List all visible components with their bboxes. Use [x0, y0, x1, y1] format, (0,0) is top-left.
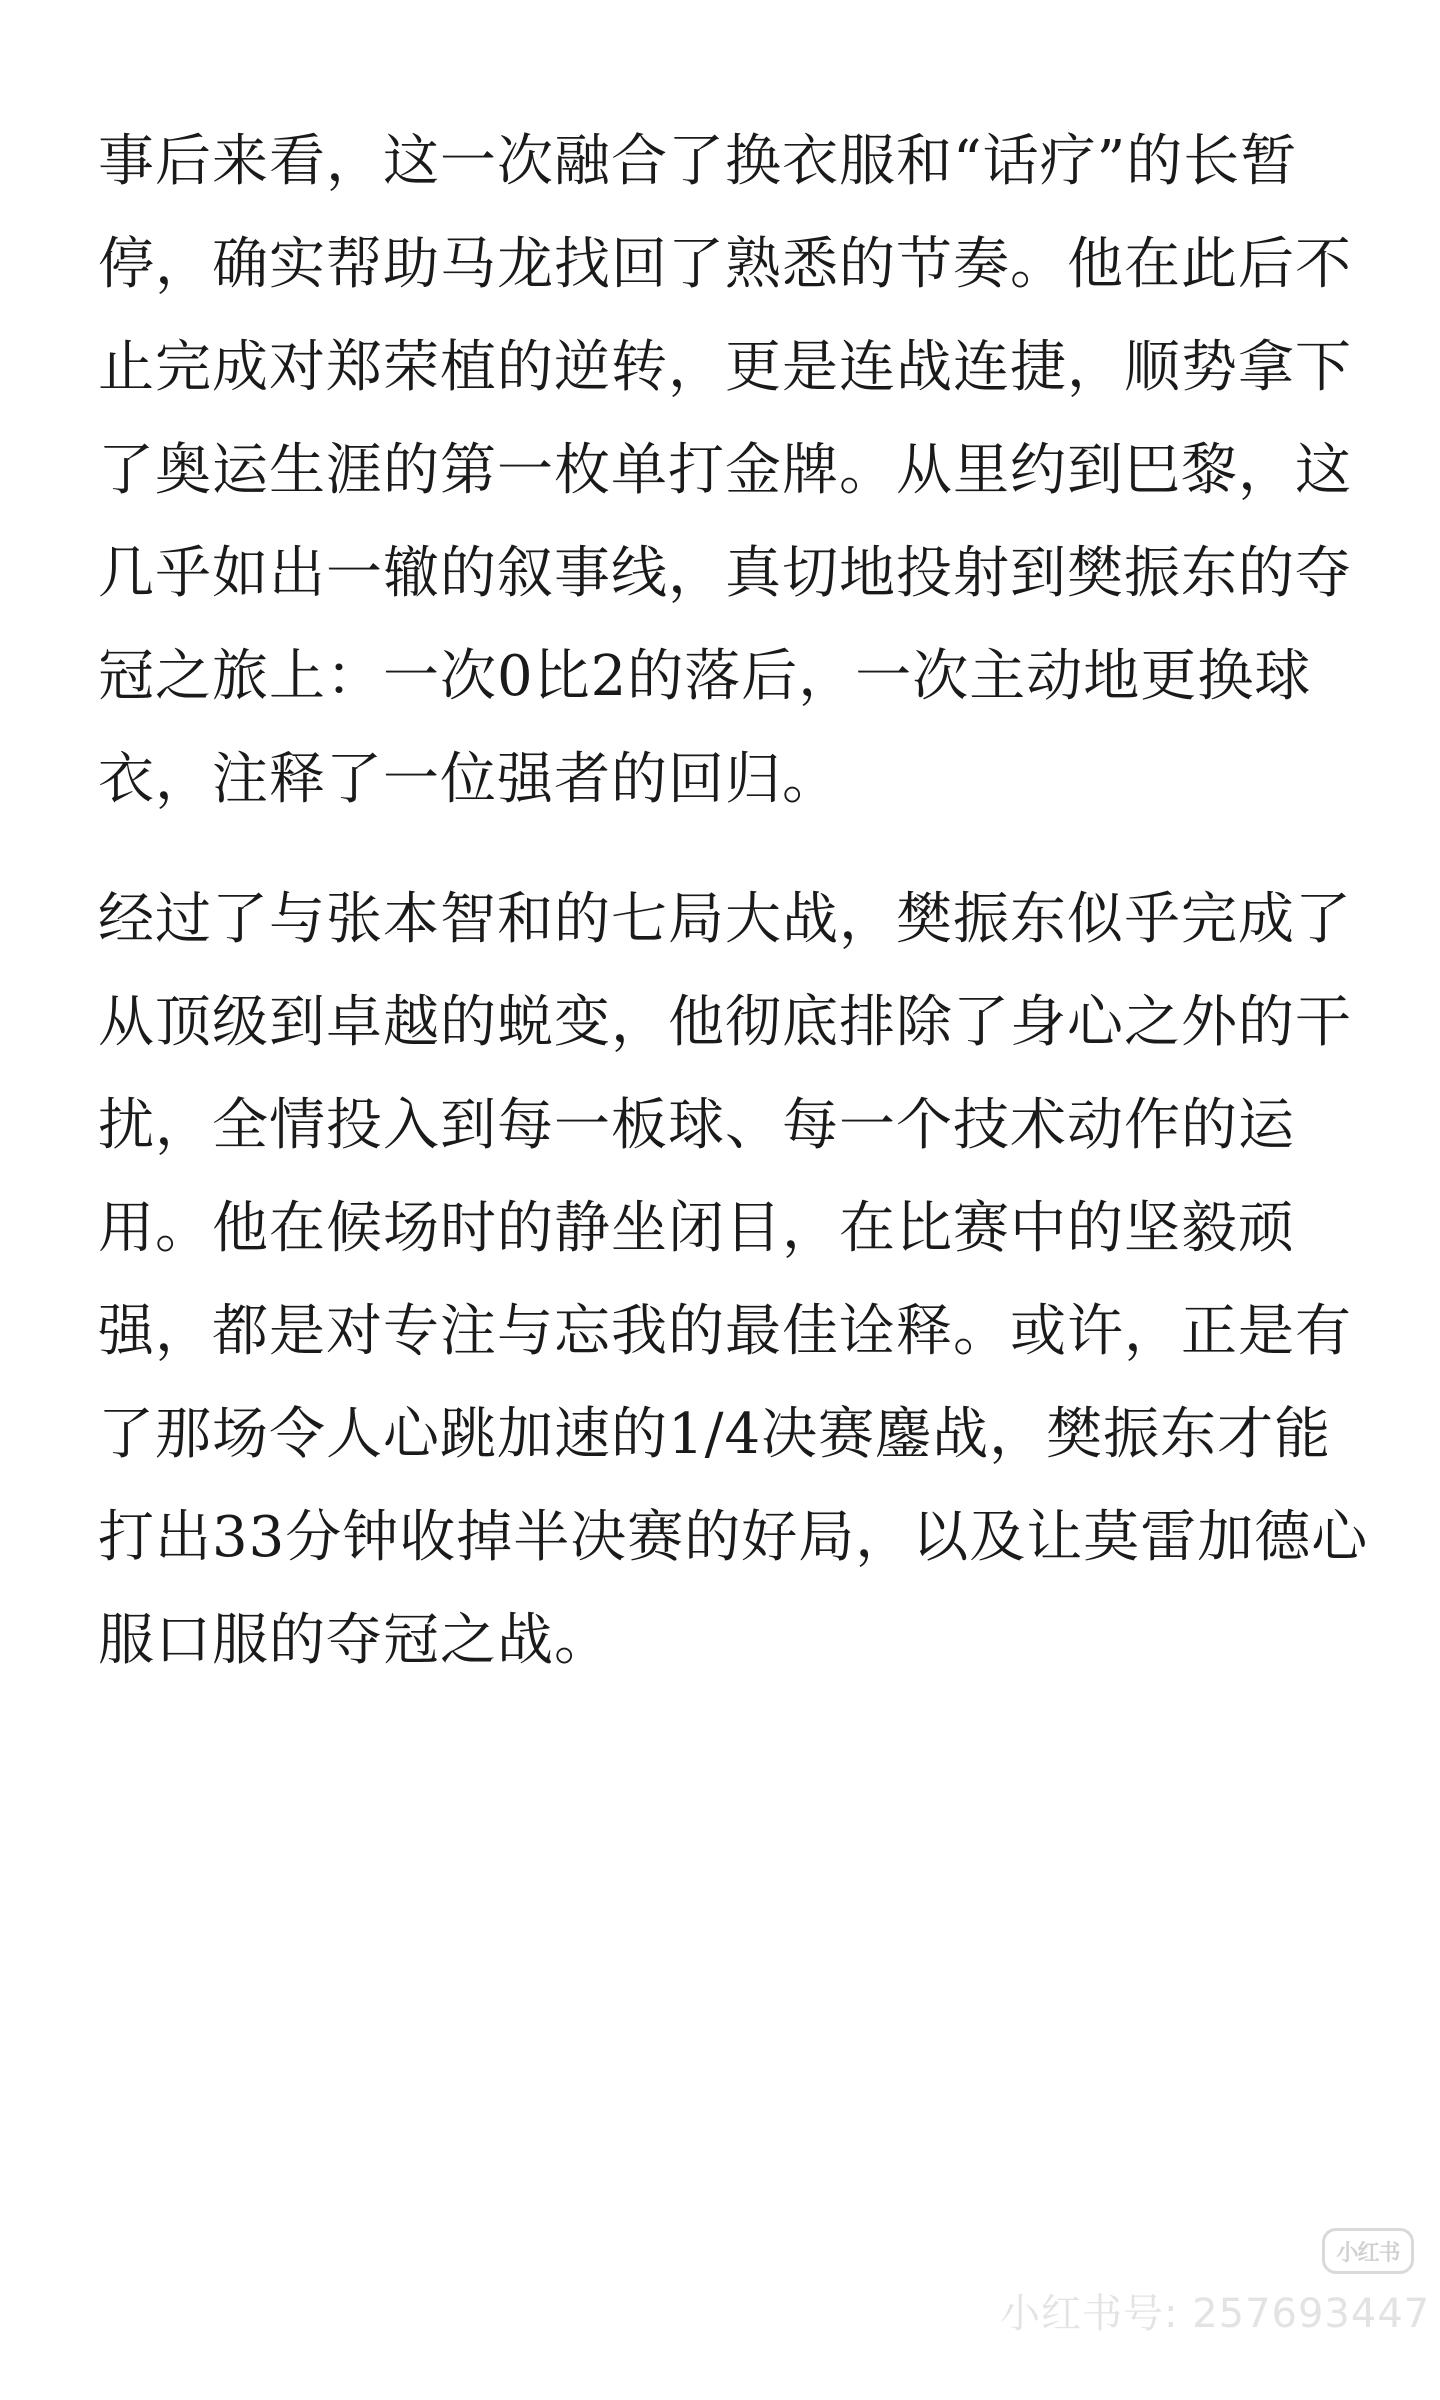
text-line: 打出33分钟收掉半决赛的好局，以及让莫雷加德心	[98, 1505, 1369, 1570]
text-line: 停，确实帮助马龙找回了熟悉的节奏。他在此后不	[98, 232, 1352, 297]
text-line: 冠之旅上：一次0比2的落后，一次主动地更换球	[98, 644, 1312, 709]
paragraph-2	[98, 868, 1369, 1692]
article-body	[98, 110, 1369, 1692]
text-line: 止完成对郑荣植的逆转，更是连战连捷，顺势拿下	[98, 335, 1352, 400]
text-line: 从顶级到卓越的蜕变，他彻底排除了身心之外的干	[98, 990, 1352, 1055]
xiaohongshu-id-watermark: 小红书号: 257693447	[1000, 2291, 1431, 2337]
text-line: 强，都是对专注与忘我的最佳诠释。或许，正是有	[98, 1299, 1352, 1364]
text-line: 几乎如出一辙的叙事线，真切地投射到樊振东的夺	[98, 541, 1352, 606]
text-line: 扰，全情投入到每一板球、每一个技术动作的运	[98, 1093, 1295, 1158]
text-line: 了奥运生涯的第一枚单打金牌。从里约到巴黎，这	[98, 438, 1352, 503]
text-line: 了那场令人心跳加速的1/4决赛鏖战，樊振东才能	[98, 1402, 1332, 1467]
text-line: 用。他在候场时的静坐闭目，在比赛中的坚毅顽	[98, 1196, 1295, 1261]
text-line: 事后来看，这一次融合了换衣服和“话疗”的长暂	[98, 129, 1298, 194]
xiaohongshu-logo-watermark: 小红书	[1322, 2228, 1414, 2274]
text-line: 经过了与张本智和的七局大战，樊振东似乎完成了	[98, 887, 1352, 952]
text-line: 服口服的夺冠之战。	[98, 1608, 611, 1673]
text-line: 衣，注释了一位强者的回归。	[98, 747, 839, 812]
paragraph-1	[98, 110, 1352, 831]
